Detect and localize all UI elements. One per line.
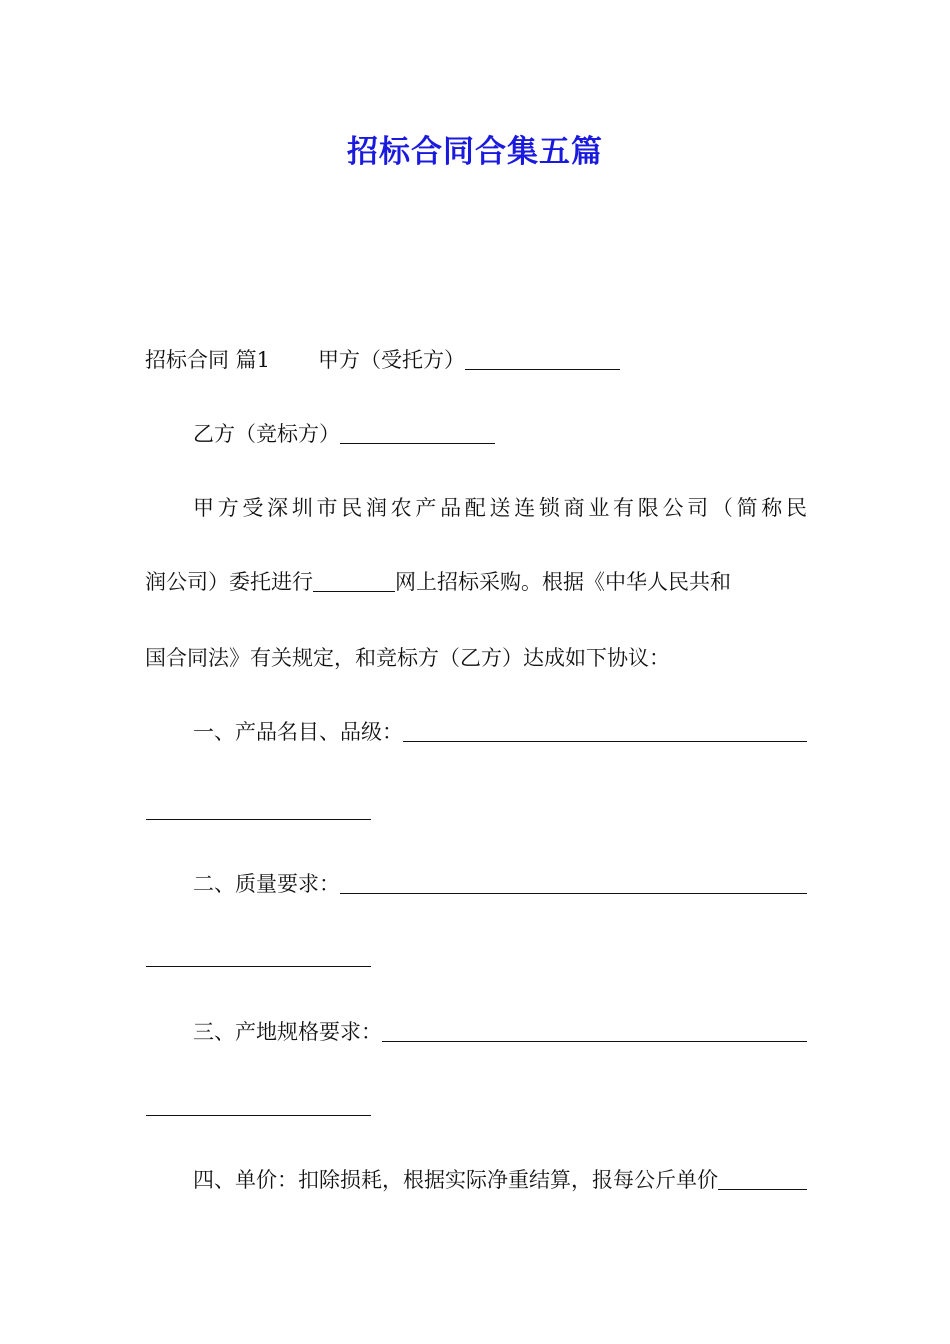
item-4-label: 四、单价：扣除损耗，根据实际净重结算，报每公斤单价 bbox=[193, 1168, 718, 1192]
item-2-label: 二、质量要求： bbox=[193, 872, 340, 896]
item-2-line bbox=[193, 864, 807, 904]
item-1-line bbox=[193, 712, 807, 752]
item-2-blank bbox=[340, 867, 807, 894]
contract-heading: 招标合同 篇1 bbox=[145, 348, 271, 372]
party-b-label: 乙方（竞标方） bbox=[193, 422, 340, 446]
intro-line-3: 国合同法》有关规定，和竞标方（乙方）达成如下协议： bbox=[145, 646, 670, 670]
party-b-line bbox=[193, 414, 807, 454]
intro-line-2 bbox=[145, 562, 807, 602]
intro-line-1: 甲方受深圳市民润农产品配送连锁商业有限公司（简称民 bbox=[193, 496, 807, 520]
party-b-blank bbox=[340, 417, 495, 444]
document-title: 招标合同合集五篇 bbox=[347, 134, 603, 170]
party-a-label: 甲方（受托方） bbox=[318, 348, 466, 372]
intro-line-2b: 网上招标采购。根据《中华人民共和 bbox=[395, 570, 731, 594]
item-2-continuation-blank bbox=[146, 966, 371, 967]
intro-line-2a: 润公司）委托进行 bbox=[145, 570, 313, 594]
item-1-label: 一、产品名目、品级： bbox=[193, 720, 403, 744]
item-1-blank bbox=[403, 715, 807, 742]
item-4-line bbox=[193, 1160, 807, 1200]
party-a-blank bbox=[465, 343, 620, 370]
item-3-line bbox=[193, 1012, 807, 1052]
item-3-continuation-blank bbox=[146, 1115, 371, 1116]
item-1-continuation-blank bbox=[146, 819, 371, 820]
heading-line bbox=[145, 340, 807, 380]
item-4-blank bbox=[718, 1163, 807, 1190]
item-3-label: 三、产地规格要求： bbox=[193, 1020, 382, 1044]
item-3-blank bbox=[382, 1015, 807, 1042]
project-blank bbox=[313, 565, 395, 592]
